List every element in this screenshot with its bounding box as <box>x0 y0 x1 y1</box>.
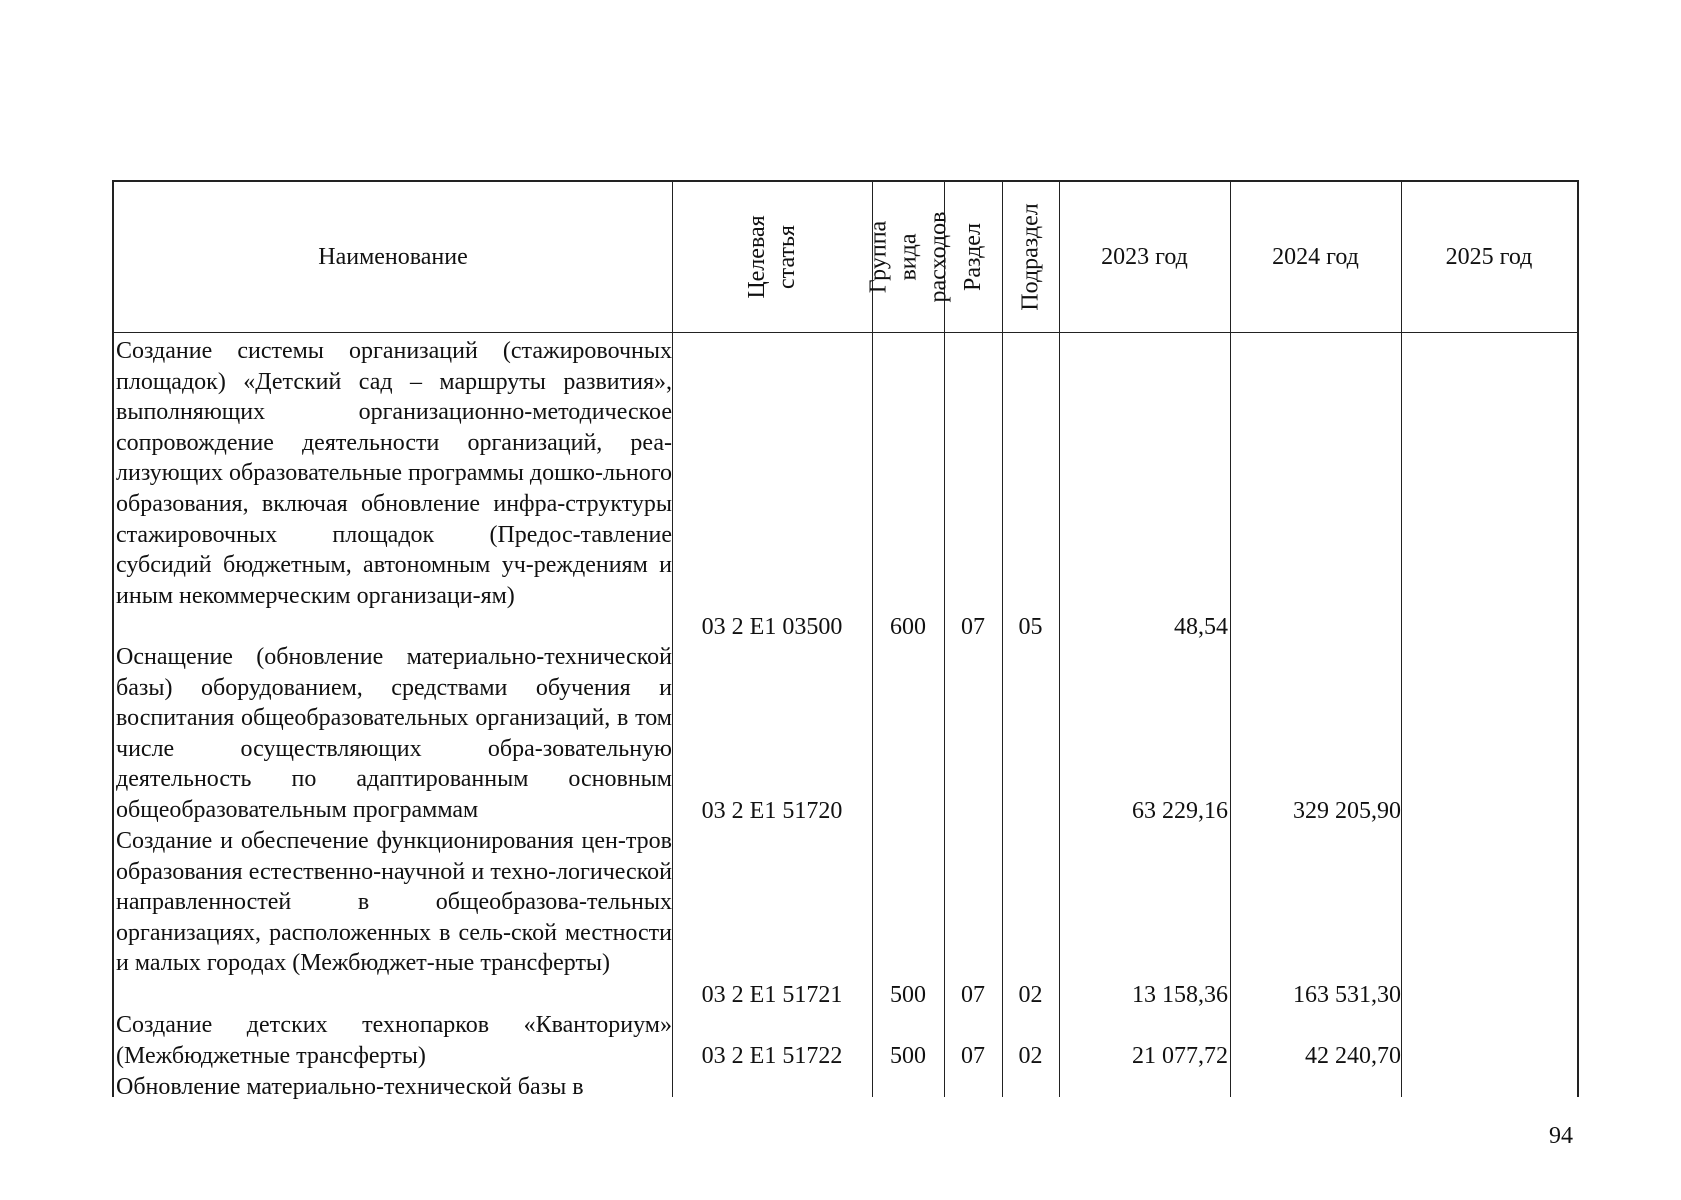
header-subsection-label: Подраздел <box>1017 203 1044 311</box>
row-section: 07 <box>961 1043 985 1069</box>
row-name: Создание и обеспечение функционирования цен-тров образования естественно-научной и техно-логической направленностей в общеобразова-тельных организациях, расположенных в сель-ской местности и малых городах (Межбюджет-ные трансферты) <box>116 828 672 977</box>
header-name: Наименование <box>318 243 468 270</box>
row-2023: 13 158,36 <box>1132 982 1228 1008</box>
row-code: 03 2 E1 03500 <box>701 614 843 640</box>
header-2023: 2023 год <box>1101 243 1188 270</box>
row-name: Оснащение (обновление материально-технической базы) оборудованием, средствами обучения и воспитания общеобразовательных организаций, в том числе осуществляющих обра-зовательную деятельность по адаптированным основным общеобразовательным программам <box>116 644 672 823</box>
row-section: 07 <box>961 982 985 1008</box>
row-subsection: 05 <box>1018 614 1043 640</box>
row-name: Обновление материально-технической базы в <box>116 1074 584 1100</box>
header-subsection <box>1002 182 1059 332</box>
header-target-article <box>672 182 872 332</box>
row-code: 03 2 E1 51722 <box>701 1043 843 1069</box>
row-2024: 329 205,90 <box>1293 798 1401 824</box>
row-2023: 63 229,16 <box>1132 798 1228 824</box>
row-name: Создание детских технопарков «Кванториум» (Межбюджетные трансферты) <box>116 1012 672 1069</box>
row-group: 500 <box>890 982 926 1008</box>
row-code: 03 2 E1 51721 <box>701 982 843 1008</box>
row-2023: 21 077,72 <box>1132 1043 1228 1069</box>
row-section: 07 <box>961 614 985 640</box>
row-group: 600 <box>890 614 926 640</box>
row-2024: 163 531,30 <box>1293 982 1401 1008</box>
header-expense-group-label: Группа вида расходов <box>865 211 952 303</box>
header-section-label: Раздел <box>960 223 987 291</box>
header-expense-group <box>865 182 952 332</box>
row-name: Создание системы организаций (стажировочных площадок) «Детский сад – маршруты развития», выполняющих организационно-методическое сопровождение деятельности организаций, реа-лизующих образовательные программы дошко-льного образования, включая обновление инфра-структуры стажировочных площадок (Предос-тавление субсидий бюджетным, автономным уч-реждениям и иным некоммерческим организаци-ям) <box>116 338 672 609</box>
header-2025: 2025 год <box>1445 243 1533 270</box>
page-number: 94 <box>1549 1123 1573 1149</box>
header-2024: 2024 год <box>1272 243 1359 270</box>
row-group: 500 <box>890 1043 926 1069</box>
header-divider <box>112 332 1579 333</box>
header-section <box>944 182 1002 332</box>
row-subsection: 02 <box>1018 982 1043 1008</box>
row-2023: 48,54 <box>1174 614 1228 640</box>
row-2024: 42 240,70 <box>1305 1043 1401 1069</box>
row-code: 03 2 E1 51720 <box>701 798 843 824</box>
row-subsection: 02 <box>1018 1043 1043 1069</box>
header-target-article-label: Целевая статья <box>744 215 800 299</box>
